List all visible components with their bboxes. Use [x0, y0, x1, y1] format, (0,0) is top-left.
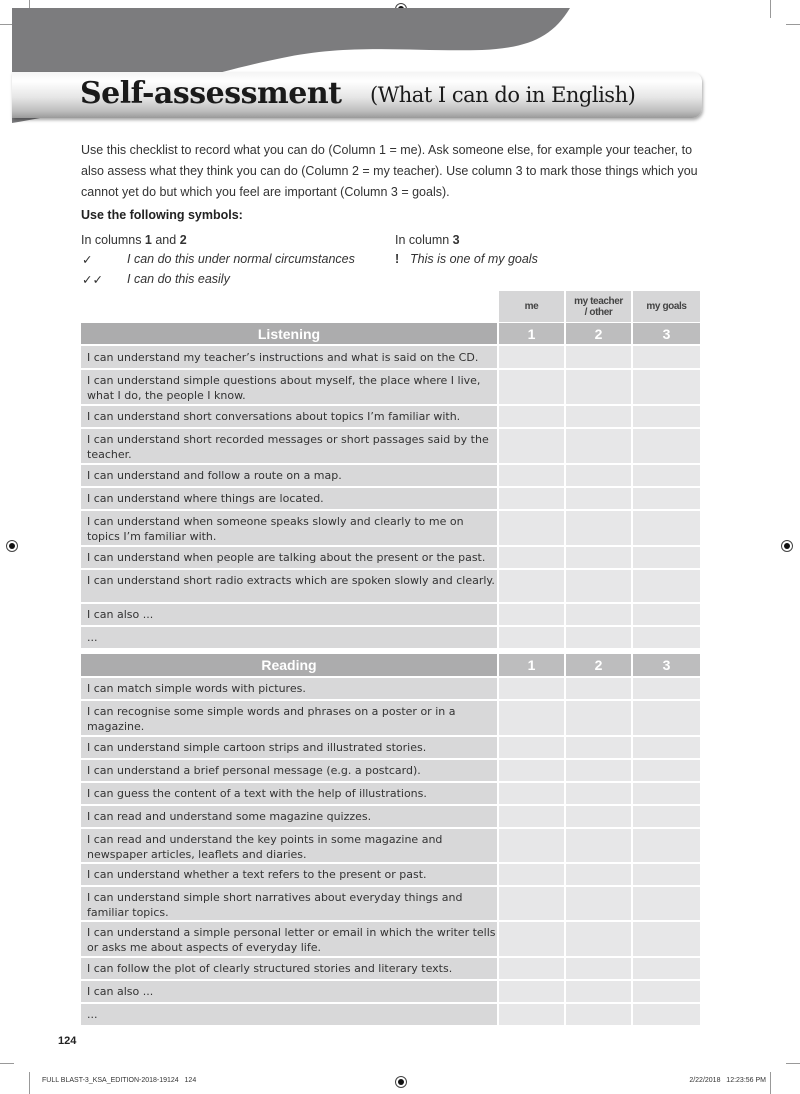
cell-teacher[interactable] — [566, 864, 631, 885]
cell-goals[interactable] — [633, 806, 700, 827]
cell-teacher[interactable] — [566, 760, 631, 781]
cell-me[interactable] — [499, 1004, 564, 1025]
table-row — [81, 465, 700, 486]
can-do-statement: I can understand short radio extracts which are spoken slowly and clearly. — [81, 570, 497, 602]
cell-teacher[interactable] — [566, 465, 631, 486]
cell-me[interactable] — [499, 981, 564, 1002]
cell-teacher[interactable] — [566, 511, 631, 545]
can-do-statement: I can understand my teacher’s instructions and what is said on the CD. — [81, 346, 497, 368]
can-do-statement: I can follow the plot of clearly structured stories and literary texts. — [81, 958, 497, 979]
cell-goals[interactable] — [633, 829, 700, 862]
cell-me[interactable] — [499, 346, 564, 368]
cell-goals[interactable] — [633, 864, 700, 885]
cell-me[interactable] — [499, 406, 564, 427]
cell-teacher[interactable] — [566, 829, 631, 862]
cell-teacher[interactable] — [566, 429, 631, 463]
table-row — [81, 627, 700, 648]
table-row — [81, 958, 700, 979]
cell-goals[interactable] — [633, 346, 700, 368]
cell-me[interactable] — [499, 737, 564, 758]
cell-me[interactable] — [499, 958, 564, 979]
can-do-statement: I can understand and follow a route on a map. — [81, 465, 497, 486]
crop-mark — [0, 1063, 14, 1064]
table-row — [81, 678, 700, 699]
can-do-statement: I can understand a simple personal letter or email in which the writer tells or asks me about aspects of everyday life. — [81, 922, 497, 956]
cell-goals[interactable] — [633, 627, 700, 648]
column-number: 1 — [499, 654, 564, 676]
cell-teacher[interactable] — [566, 370, 631, 404]
section-header-reading — [81, 654, 700, 676]
registration-mark-icon — [781, 540, 793, 552]
table-row — [81, 701, 700, 735]
print-slug-left: FULL BLAST-3_KSA_EDITION-2018-19124 124 — [42, 1077, 197, 1084]
can-do-statement: I can understand simple questions about myself, the place where I live, what I do, the people I know. — [81, 370, 497, 404]
cell-goals[interactable] — [633, 760, 700, 781]
cell-teacher[interactable] — [566, 783, 631, 804]
cell-me[interactable] — [499, 547, 564, 568]
column-number: 3 — [633, 323, 700, 344]
table-row — [81, 1004, 700, 1025]
cell-goals[interactable] — [633, 511, 700, 545]
table-row — [81, 570, 700, 602]
table-row — [81, 547, 700, 568]
table-row — [81, 370, 700, 404]
single-check-text: I can do this under normal circumstances — [127, 252, 355, 266]
cell-me[interactable] — [499, 429, 564, 463]
cell-teacher[interactable] — [566, 346, 631, 368]
can-do-statement: I can understand whether a text refers to the present or past. — [81, 864, 497, 885]
cell-me[interactable] — [499, 760, 564, 781]
symbols-heading: Use the following symbols: — [81, 208, 243, 222]
cell-goals[interactable] — [633, 701, 700, 735]
print-slug-right: 2/22/2018 12:23:56 PM — [689, 1077, 766, 1084]
cell-me[interactable] — [499, 627, 564, 648]
cell-goals[interactable] — [633, 1004, 700, 1025]
cell-teacher[interactable] — [566, 737, 631, 758]
column-header-teacher: my teacher / other — [566, 291, 631, 322]
cell-me[interactable] — [499, 887, 564, 920]
table-row — [81, 806, 700, 827]
column-number: 1 — [499, 323, 564, 344]
cell-teacher[interactable] — [566, 627, 631, 648]
can-do-statement: I can recognise some simple words and phrases on a poster or in a magazine. — [81, 701, 497, 735]
crop-mark — [770, 1072, 771, 1094]
cell-teacher[interactable] — [566, 958, 631, 979]
crop-mark — [786, 24, 800, 25]
cell-teacher[interactable] — [566, 806, 631, 827]
cell-teacher[interactable] — [566, 887, 631, 920]
section-title: Listening — [81, 323, 497, 344]
table-row — [81, 737, 700, 758]
can-do-statement: I can understand short recorded messages or short passages said by the teacher. — [81, 429, 497, 463]
cell-goals[interactable] — [633, 958, 700, 979]
exclamation-text: This is one of my goals — [410, 252, 538, 266]
double-check-icon: ✓✓ — [82, 273, 103, 287]
column-number: 2 — [566, 654, 631, 676]
cell-teacher[interactable] — [566, 406, 631, 427]
cell-me[interactable] — [499, 511, 564, 545]
crop-mark — [29, 1072, 30, 1094]
cell-teacher[interactable] — [566, 981, 631, 1002]
cell-teacher[interactable] — [566, 1004, 631, 1025]
can-do-statement: I can understand short conversations about topics I’m familiar with. — [81, 406, 497, 427]
can-do-statement: I can understand when someone speaks slowly and clearly to me on topics I’m familiar with. — [81, 511, 497, 545]
table-row — [81, 864, 700, 885]
cell-goals[interactable] — [633, 922, 700, 956]
cell-goals[interactable] — [633, 547, 700, 568]
can-do-statement: I can read and understand the key points in some magazine and newspaper articles, leaflets and diaries. — [81, 829, 497, 862]
cell-me[interactable] — [499, 806, 564, 827]
table-row — [81, 922, 700, 956]
cell-me[interactable] — [499, 864, 564, 885]
cell-me[interactable] — [499, 678, 564, 699]
cell-goals[interactable] — [633, 604, 700, 625]
can-do-statement: I can understand simple short narratives about everyday things and familiar topics. — [81, 887, 497, 920]
cell-goals[interactable] — [633, 488, 700, 509]
cell-teacher[interactable] — [566, 570, 631, 602]
cell-me[interactable] — [499, 370, 564, 404]
page-number: 124 — [58, 1035, 77, 1047]
can-do-statement: I can read and understand some magazine quizzes. — [81, 806, 497, 827]
can-do-statement: I can also ... — [81, 604, 497, 625]
cell-me[interactable] — [499, 922, 564, 956]
table-row — [81, 346, 700, 368]
registration-mark-icon — [395, 1076, 407, 1088]
cell-teacher[interactable] — [566, 922, 631, 956]
table-row — [81, 488, 700, 509]
cell-teacher[interactable] — [566, 701, 631, 735]
section-header-listening — [81, 323, 700, 344]
can-do-statement: I can guess the content of a text with the help of illustrations. — [81, 783, 497, 804]
column-header-goals: my goals — [633, 291, 700, 322]
cell-me[interactable] — [499, 701, 564, 735]
cell-goals[interactable] — [633, 981, 700, 1002]
cell-teacher[interactable] — [566, 547, 631, 568]
double-check-text: I can do this easily — [127, 272, 230, 286]
intro-paragraph: Use this checklist to record what you can do (Column 1 = me). Ask someone else, for example your teacher, to also assess what they think you can do (Column 2 = my teacher). Use column 3 to mark those things which you cannot yet do but which you feel are important (Column 3 = goals). — [81, 143, 698, 199]
cell-goals[interactable] — [633, 465, 700, 486]
table-row — [81, 511, 700, 545]
table-row — [81, 604, 700, 625]
cell-goals[interactable] — [633, 737, 700, 758]
table-row — [81, 783, 700, 804]
table-row — [81, 887, 700, 920]
column-number: 3 — [633, 654, 700, 676]
column-number: 2 — [566, 323, 631, 344]
table-row — [81, 981, 700, 1002]
cell-teacher[interactable] — [566, 604, 631, 625]
cell-goals[interactable] — [633, 429, 700, 463]
cell-me[interactable] — [499, 604, 564, 625]
cell-goals[interactable] — [633, 406, 700, 427]
cell-goals[interactable] — [633, 370, 700, 404]
crop-mark — [770, 0, 771, 18]
columns-1-2-label: In columns 1 and 2 — [81, 233, 187, 247]
crop-mark — [786, 1063, 800, 1064]
cell-goals[interactable] — [633, 570, 700, 602]
cell-me[interactable] — [499, 570, 564, 602]
cell-teacher[interactable] — [566, 678, 631, 699]
can-do-statement: I can understand when people are talking about the present or the past. — [81, 547, 497, 568]
cell-me[interactable] — [499, 783, 564, 804]
exclamation-icon: ! — [395, 252, 400, 266]
table-row — [81, 406, 700, 427]
can-do-statement: I can understand simple cartoon strips and illustrated stories. — [81, 737, 497, 758]
can-do-statement: I can understand where things are located. — [81, 488, 497, 509]
cell-me[interactable] — [499, 829, 564, 862]
can-do-statement: ... — [81, 1004, 497, 1025]
table-row — [81, 429, 700, 463]
can-do-statement: I can understand a brief personal message (e.g. a postcard). — [81, 760, 497, 781]
can-do-statement: ... — [81, 627, 497, 648]
registration-mark-icon — [6, 540, 18, 552]
column-3-label: In column 3 — [395, 233, 460, 247]
section-title: Reading — [81, 654, 497, 676]
table-row — [81, 760, 700, 781]
cell-goals[interactable] — [633, 678, 700, 699]
table-row — [81, 829, 700, 862]
page-subtitle: (What I can do in English) — [370, 83, 636, 107]
cell-goals[interactable] — [633, 783, 700, 804]
can-do-statement: I can match simple words with pictures. — [81, 678, 497, 699]
cell-me[interactable] — [499, 488, 564, 509]
can-do-statement: I can also ... — [81, 981, 497, 1002]
cell-teacher[interactable] — [566, 488, 631, 509]
column-header-me: me — [499, 291, 564, 322]
cell-goals[interactable] — [633, 887, 700, 920]
cell-me[interactable] — [499, 465, 564, 486]
single-check-icon: ✓ — [82, 253, 93, 267]
page-title: Self-assessment — [80, 76, 342, 111]
